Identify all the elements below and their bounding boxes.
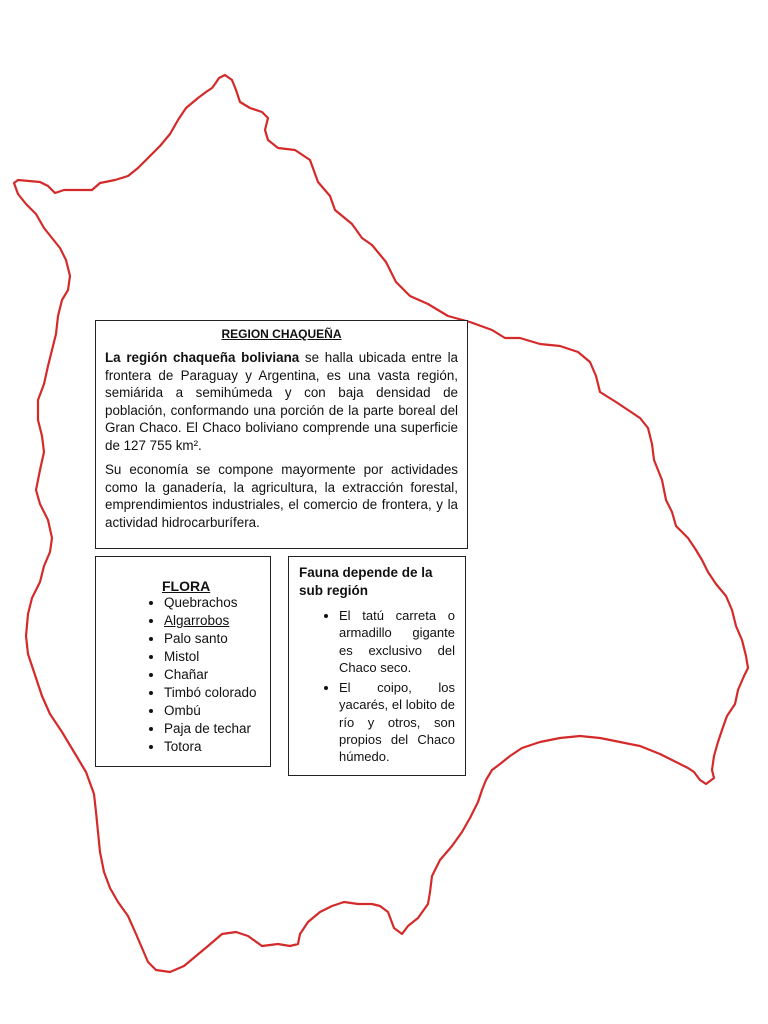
flora-list (104, 594, 262, 756)
region-description-lead: La región chaqueña boliviana (105, 350, 300, 365)
flora-item: • Algarrobos (164, 612, 262, 630)
fauna-item: • El coipo, los yacarés, el lobito de río y otros, son propios del Chaco húmedo. (339, 679, 455, 765)
flora-item: • Mistol (164, 648, 262, 666)
flora-item: • Totora (164, 738, 262, 756)
flora-item: • Timbó colorado (164, 684, 262, 702)
region-description-body: se halla ubicada entre la frontera de Paraguay y Argentina, es una vasta región, semiárida a semihúmeda y con baja densidad de población, conformando una porción de la parte boreal del Gran Chaco. El Chaco boliviano comprende una superficie de 127 755 km². (105, 350, 458, 453)
region-title: REGION CHAQUEÑA (221, 327, 342, 341)
fauna-list (299, 607, 455, 766)
flora-item: • Chañar (164, 666, 262, 684)
region-description (105, 349, 458, 454)
flora-item: • Ombú (164, 702, 262, 720)
region-economy: Su economía se compone mayormente por actividades como la ganadería, la agricultura, la extracción forestal, emprendimientos industriales, el comercio de frontera, y la actividad hidrocarburífera. (105, 462, 458, 530)
fauna-box (288, 556, 466, 776)
fauna-title: Fauna depende de la sub región (299, 565, 433, 598)
flora-box (95, 556, 271, 767)
flora-item: • Quebrachos (164, 594, 262, 612)
flora-item: • Palo santo (164, 630, 262, 648)
flora-item: • Paja de techar (164, 720, 262, 738)
fauna-item: • El tatú carreta o armadillo gigante es exclusivo del Chaco seco. (339, 607, 455, 676)
flora-title: FLORA (162, 578, 211, 594)
region-info-box (95, 320, 468, 549)
